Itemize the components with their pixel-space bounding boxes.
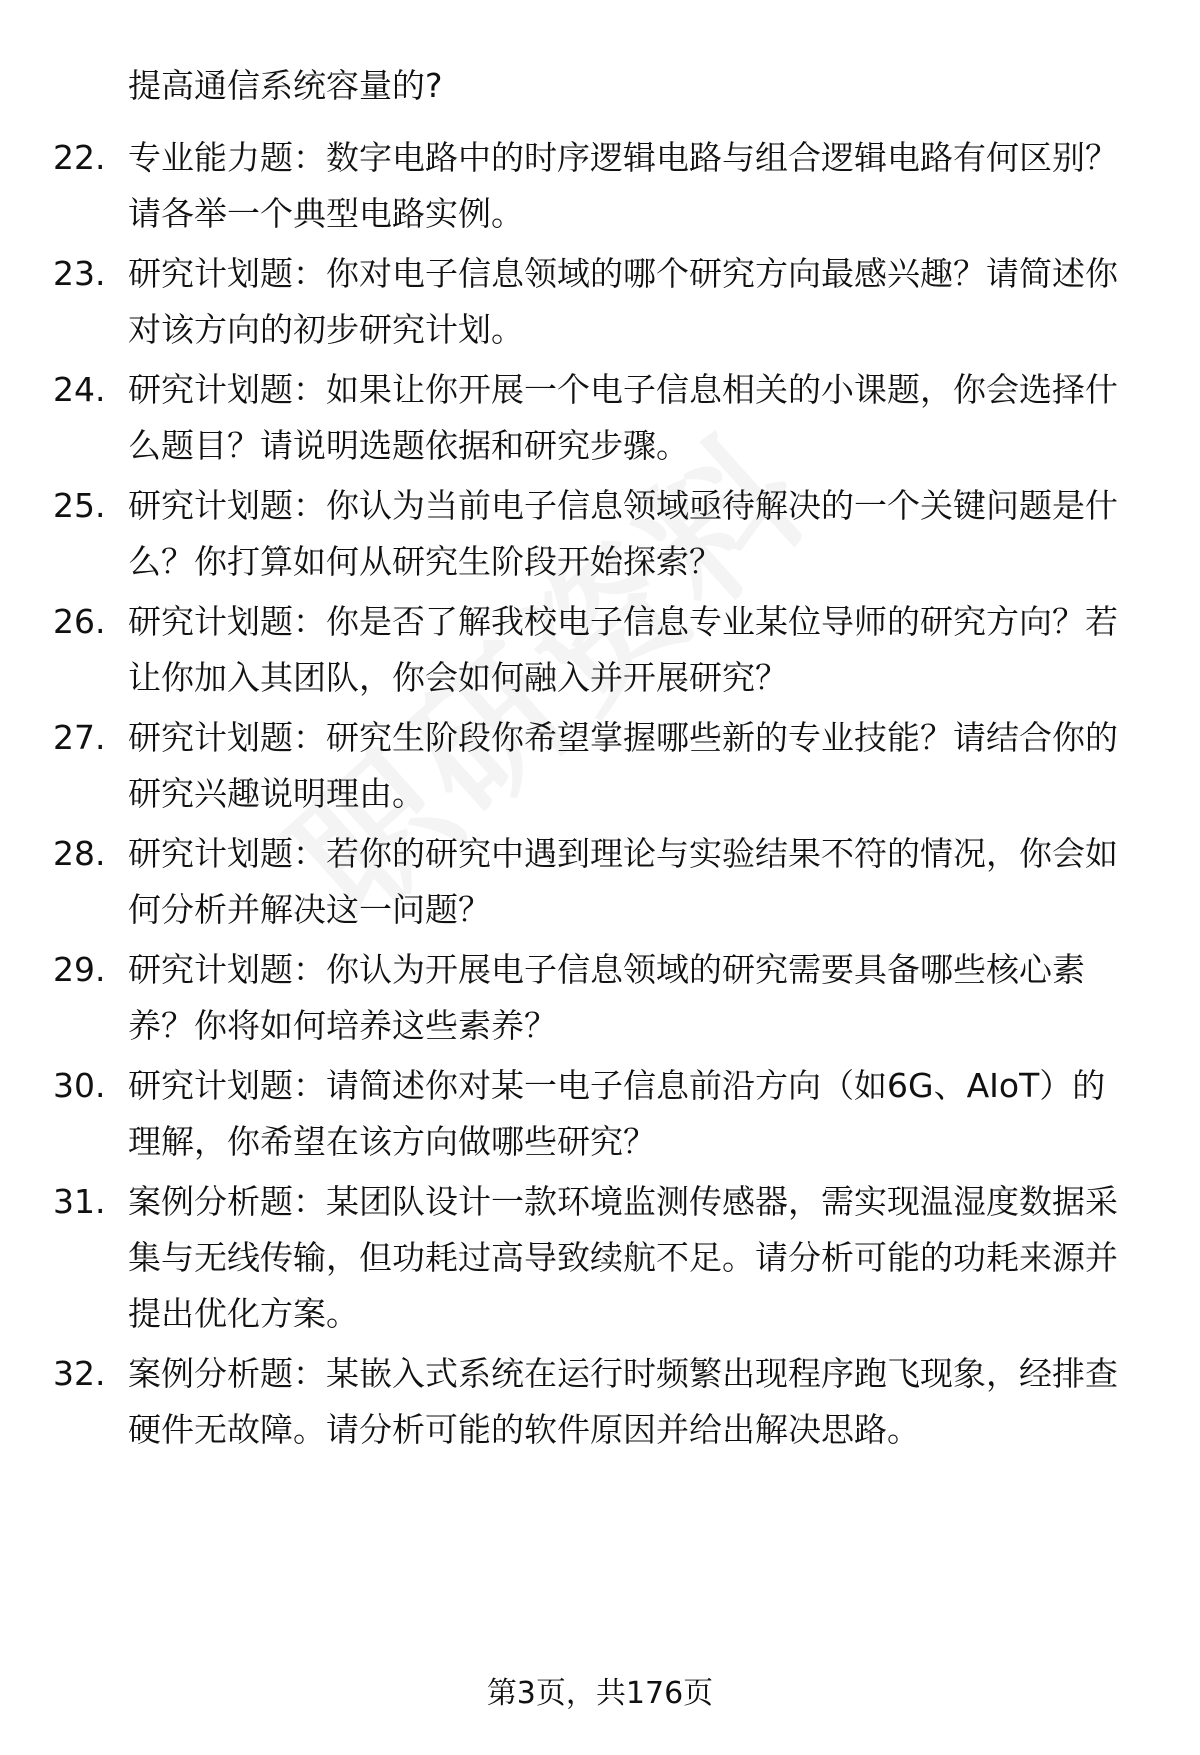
item-text: 研究计划题：若你的研究中遇到理论与实验结果不符的情况，你会如何分析并解决这一问题？	[128, 834, 1118, 929]
continued-text: 提高通信系统容量的?	[128, 66, 443, 105]
item-number: 31.	[53, 1182, 106, 1221]
item-text: 研究计划题：你是否了解我校电子信息专业某位导师的研究方向？若让你加入其团队，你会如何融入并开展研究？	[128, 602, 1118, 697]
item-text: 案例分析题：某嵌入式系统在运行时频繁出现程序跑飞现象，经排查硬件无故障。请分析可能的软件原因并给出解决思路。	[128, 1354, 1118, 1449]
item-number: 22.	[53, 138, 106, 177]
item-text: 专业能力题：数字电路中的时序逻辑电路与组合逻辑电路有何区别？请各举一个典型电路实例。	[128, 138, 1118, 233]
page-footer: 第3页，共176页	[486, 1676, 714, 1711]
item-number: 28.	[53, 834, 106, 873]
item-text: 研究计划题：你认为当前电子信息领域亟待解决的一个关键问题是什么？你打算如何从研究生阶段开始探索？	[128, 486, 1118, 581]
item-number: 23.	[53, 254, 106, 293]
item-number: 30.	[53, 1066, 106, 1105]
item-text: 研究计划题：你认为开展电子信息领域的研究需要具备哪些核心素养？你将如何培养这些素养？	[128, 950, 1085, 1045]
item-number: 25.	[53, 486, 106, 525]
item-text: 研究计划题：研究生阶段你希望掌握哪些新的专业技能？请结合你的研究兴趣说明理由。	[128, 718, 1118, 813]
item-text: 案例分析题：某团队设计一款环境监测传感器，需实现温湿度数据采集与无线传输，但功耗过高导致续航不足。请分析可能的功耗来源并提出优化方案。	[128, 1182, 1118, 1333]
item-number: 26.	[53, 602, 106, 641]
item-number: 27.	[53, 718, 106, 757]
item-number: 29.	[53, 950, 106, 989]
item-text: 研究计划题：你对电子信息领域的哪个研究方向最感兴趣？请简述你对该方向的初步研究计划。	[128, 254, 1118, 349]
item-text: 研究计划题：如果让你开展一个电子信息相关的小课题，你会选择什么题目？请说明选题依据和研究步骤。	[128, 370, 1118, 465]
item-text: 研究计划题：请简述你对某一电子信息前沿方向（如6G、AIoT）的理解，你希望在该方向做哪些研究？	[128, 1066, 1106, 1161]
item-number: 24.	[53, 370, 106, 409]
item-number: 32.	[53, 1354, 106, 1393]
